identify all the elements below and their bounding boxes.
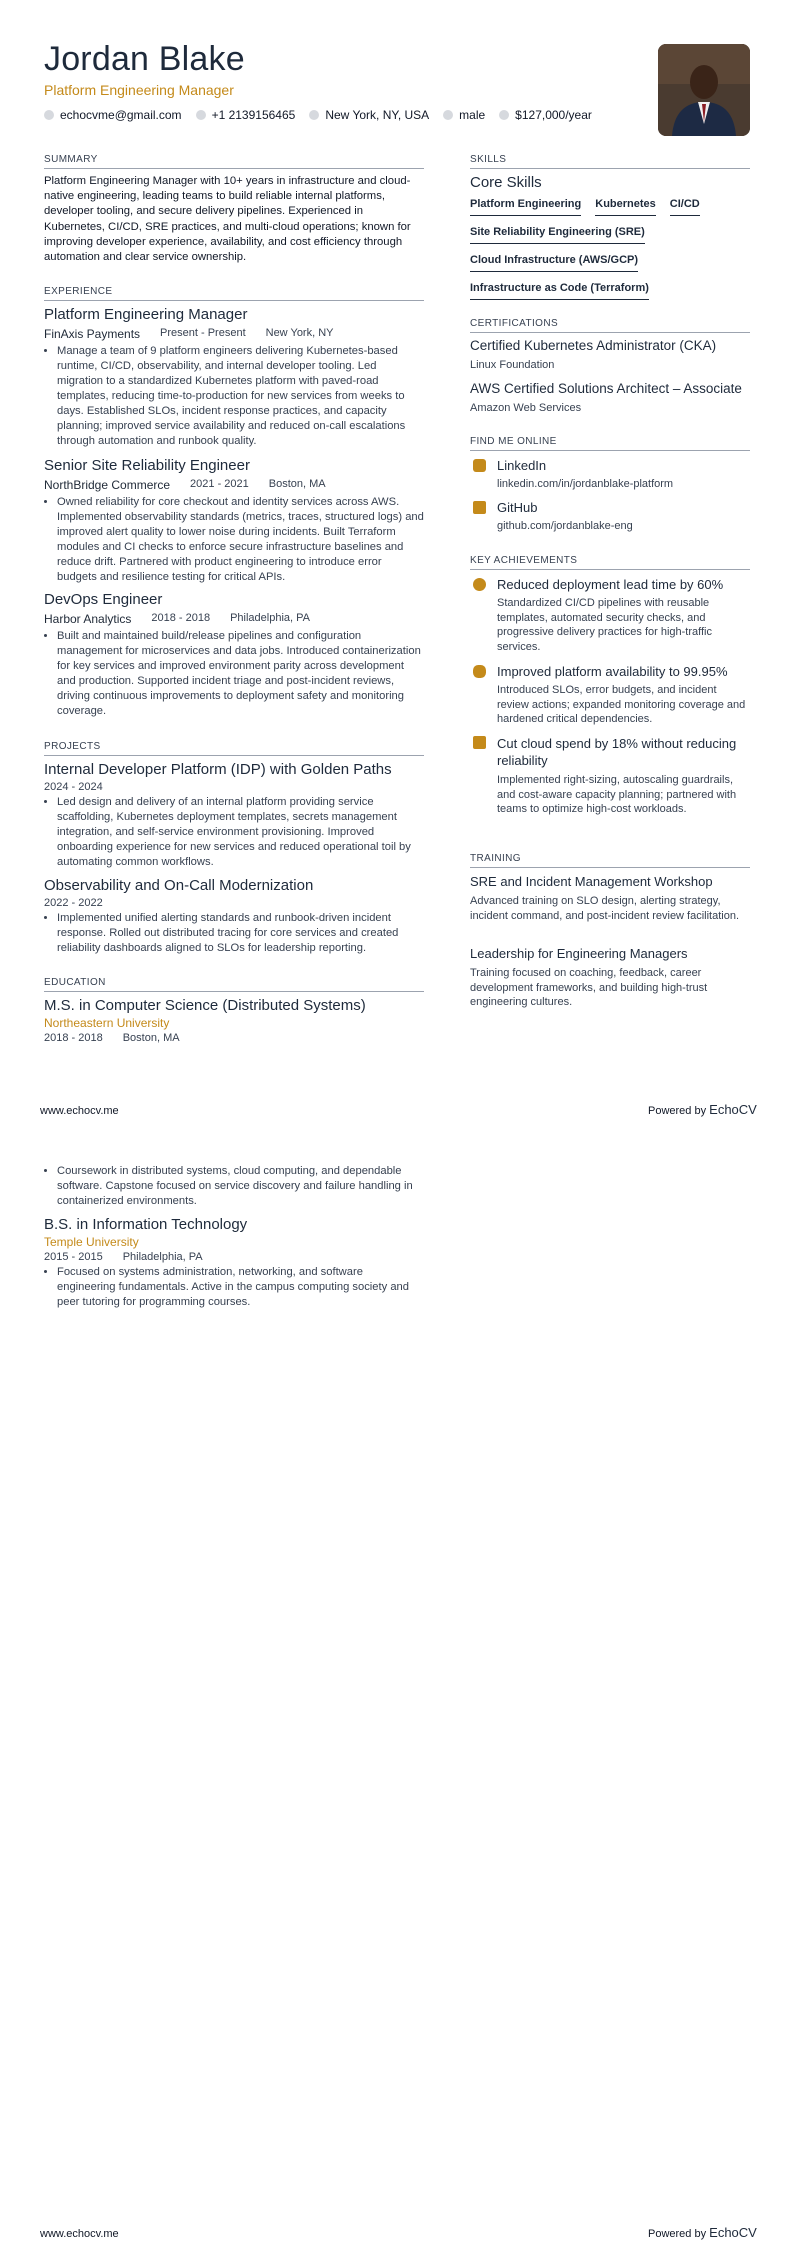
contact-location: New York, NY, USA <box>309 108 429 122</box>
job-bullet: • Owned reliability for core checkout and identity services across AWS. Implemented observability standards (metrics, traces, structured logs) and improved alert quality to lower noise during incidents. Built Terraform modules and CI checks to enforce secure infrastructure baselines and reduce drift. Partnered with product engineering to introduce error budgets and resilience testing for critical APIs. <box>57 495 424 585</box>
job-bullet: • Manage a team of 9 platform engineers delivering Kubernetes-based runtime, CI/CD, observability, and internal developer tooling. Led migration to a standardized Kubernetes platform with paved-road templates, reducing time-to-production for new services from weeks to days. Established SLOs, incident response practices, and capacity planning; improved service availability and reduced on-call escalations through automation and runbook quality. <box>57 344 424 449</box>
training-text: Advanced training on SLO design, alerting strategy, incident command, and post-incident review facilitation. <box>470 895 740 922</box>
project-dates: 2024 - 2024 <box>44 781 103 793</box>
chat-icon <box>473 459 486 472</box>
job-location: Boston, MA <box>268 478 326 490</box>
project-title: Observability and On-Call Modernization <box>44 877 314 894</box>
training-text: Training focused on coaching, feedback, career development frameworks, and building high-trust engineering cultures. <box>470 967 708 1008</box>
school-name: Northeastern University <box>44 1016 170 1030</box>
achievements-divider <box>470 569 750 570</box>
job-title: Platform Engineering Manager <box>44 306 248 323</box>
experience-item <box>44 306 424 449</box>
certification-item <box>470 381 750 414</box>
skills-divider <box>470 168 750 169</box>
achievements-heading: KEY ACHIEVEMENTS <box>470 555 578 566</box>
achievement-item <box>470 735 750 817</box>
education-bullet: • Focused on systems administration, networking, and software engineering fundamentals. Active in the campus computing society and peer tutoring for programming courses. <box>57 1265 424 1310</box>
education-dates: 2018 - 2018 <box>44 1032 103 1044</box>
project-item <box>44 877 424 956</box>
skill-chip: Kubernetes <box>595 198 656 216</box>
experience-heading: EXPERIENCE <box>44 286 113 297</box>
education-location: Philadelphia, PA <box>122 1251 203 1263</box>
candidate-title: Platform Engineering Manager <box>44 82 234 98</box>
project-bullet: • Implemented unified alerting standards and runbook-driven incident response. Rolled out distributed tracing for core services and created reliability dashboards aligned to SLOs for leadership reporting. <box>57 911 424 956</box>
project-bullet: • Led design and delivery of an internal platform providing service scaffolding, Kubernetes deployment templates, secrets management integration, and self-service environment provisioning. Improved onboarding experience for new services and reduced operational toil by automating common workflows. <box>57 795 424 870</box>
training-divider <box>470 867 750 868</box>
job-title: Senior Site Reliability Engineer <box>44 457 250 474</box>
achievement-item <box>470 664 750 727</box>
contact-bar <box>44 108 592 122</box>
online-divider <box>470 450 750 451</box>
job-title: DevOps Engineer <box>44 591 163 608</box>
education-dates: 2015 - 2015 <box>44 1251 103 1263</box>
certifications-heading: CERTIFICATIONS <box>470 318 559 329</box>
achievement-text: Introduced SLOs, error budgets, and incident review actions; expanded monitoring coverage and hardened critical dependencies. <box>497 684 746 725</box>
brand-logo: EchoCV <box>709 1102 757 1117</box>
experience-item <box>44 457 424 585</box>
training-item <box>470 946 750 1010</box>
degree-title: B.S. in Information Technology <box>44 1216 248 1233</box>
salary-icon <box>499 110 509 120</box>
achievement-title: Reduced deployment lead time by 60% <box>497 577 724 592</box>
certification-name: AWS Certified Solutions Architect – Associate <box>470 381 742 396</box>
contact-email[interactable]: echocvme@gmail.com <box>44 108 182 122</box>
contact-salary: $127,000/year <box>499 108 592 122</box>
education-location: Boston, MA <box>122 1032 180 1044</box>
project-title: Internal Developer Platform (IDP) with Golden Paths <box>44 761 392 778</box>
job-dates: 2021 - 2021 <box>190 478 249 490</box>
project-item <box>44 761 424 870</box>
job-dates: Present - Present <box>160 327 246 339</box>
online-link-linkedin[interactable]: LinkedIn linkedin.com/in/jordanblake-platform <box>470 458 750 490</box>
location-icon <box>309 110 319 120</box>
education-item-continued <box>44 1164 424 1209</box>
job-company: Harbor Analytics <box>44 612 132 626</box>
skill-chip: Infrastructure as Code (Terraform) <box>470 282 649 300</box>
achievement-title: Improved platform availability to 99.95% <box>497 664 728 679</box>
skill-chip: Cloud Infrastructure (AWS/GCP) <box>470 254 638 272</box>
training-title: Leadership for Engineering Managers <box>470 946 688 961</box>
footer-site-link[interactable]: www.echocv.me <box>40 1105 119 1117</box>
skill-chip: CI/CD <box>670 198 700 216</box>
job-location: Philadelphia, PA <box>230 612 310 624</box>
avatar <box>658 44 750 136</box>
certification-issuer: Linux Foundation <box>470 359 555 371</box>
achievement-item <box>470 577 750 654</box>
footer-powered: Powered by EchoCV <box>648 1102 757 1117</box>
achievement-title: Cut cloud spend by 18% without reducing reliability <box>497 736 737 768</box>
skills-list <box>470 198 750 300</box>
certifications-divider <box>470 332 750 333</box>
brand-logo: EchoCV <box>709 2225 757 2240</box>
skill-chip: Platform Engineering <box>470 198 581 216</box>
certification-name: Certified Kubernetes Administrator (CKA) <box>470 338 717 353</box>
projects-divider <box>44 755 424 756</box>
job-company: FinAxis Payments <box>44 327 141 341</box>
online-link-github[interactable]: GitHub github.com/jordanblake-eng <box>470 500 750 532</box>
person-icon <box>443 110 453 120</box>
experience-item <box>44 591 424 719</box>
summary-text: Platform Engineering Manager with 10+ years in infrastructure and cloud-native engineering, leading teams to build reliable internal platforms, developer tooling, and secure delivery pipelines. Experienced in Kubernetes, CI/CD, SRE practices, and multi-cloud operations; known for improving developer experience, availability, and cost efficiency through automation and clear service ownership. <box>44 175 411 264</box>
footer-powered: Powered by EchoCV <box>648 2225 757 2240</box>
summary-heading: SUMMARY <box>44 154 98 165</box>
education-bullet: • Coursework in distributed systems, cloud computing, and dependable software. Capstone focused on service discovery and failure handling in containerized environments. <box>57 1164 424 1209</box>
skills-heading: SKILLS <box>470 154 507 165</box>
job-dates: 2018 - 2018 <box>151 612 211 624</box>
summary-divider <box>44 168 424 169</box>
achievement-text: Implemented right-sizing, autoscaling guardrails, and cost-aware capacity planning; partnered with teams to optimize high-cost workloads. <box>497 774 737 815</box>
candidate-name: Jordan Blake <box>44 40 245 78</box>
degree-title: M.S. in Computer Science (Distributed Systems) <box>44 997 366 1014</box>
skill-chip: Site Reliability Engineering (SRE) <box>470 226 645 244</box>
training-title: SRE and Incident Management Workshop <box>470 874 713 889</box>
phone-icon <box>196 110 206 120</box>
email-icon <box>44 110 54 120</box>
contact-phone[interactable]: +1 2139156465 <box>196 108 296 122</box>
job-bullet: • Built and maintained build/release pipelines and configuration management for microservices and data jobs. Introduced containerization for key services and improved environment parity across development and production. Supported incident triage and post-incident reviews, driving continuous improvements to deployment safety and monitoring coverage. <box>57 629 424 719</box>
file-icon <box>473 736 486 749</box>
portrait-image <box>658 44 750 136</box>
job-company: NorthBridge Commerce <box>44 478 171 492</box>
footer-site-link[interactable]: www.echocv.me <box>40 2228 119 2240</box>
clock-icon <box>473 578 486 591</box>
education-item <box>44 1216 424 1310</box>
skills-group-title: Core Skills <box>470 174 542 191</box>
project-dates: 2022 - 2022 <box>44 897 103 909</box>
training-heading: TRAINING <box>470 853 521 864</box>
online-heading: FIND ME ONLINE <box>470 436 557 447</box>
experience-divider <box>44 300 424 301</box>
job-location: New York, NY <box>265 327 334 339</box>
projects-heading: PROJECTS <box>44 741 101 752</box>
file-icon <box>473 501 486 514</box>
contact-gender: male <box>443 108 485 122</box>
school-name: Temple University <box>44 1235 139 1249</box>
certification-item <box>470 338 750 371</box>
certification-issuer: Amazon Web Services <box>470 402 582 414</box>
badge-icon <box>473 665 486 678</box>
education-divider <box>44 991 424 992</box>
education-item <box>44 997 424 1044</box>
education-heading: EDUCATION <box>44 977 106 988</box>
training-item <box>470 874 750 923</box>
achievement-text: Standardized CI/CD pipelines with reusable templates, automated security checks, and progressive delivery practices for high-traffic services. <box>497 597 712 653</box>
